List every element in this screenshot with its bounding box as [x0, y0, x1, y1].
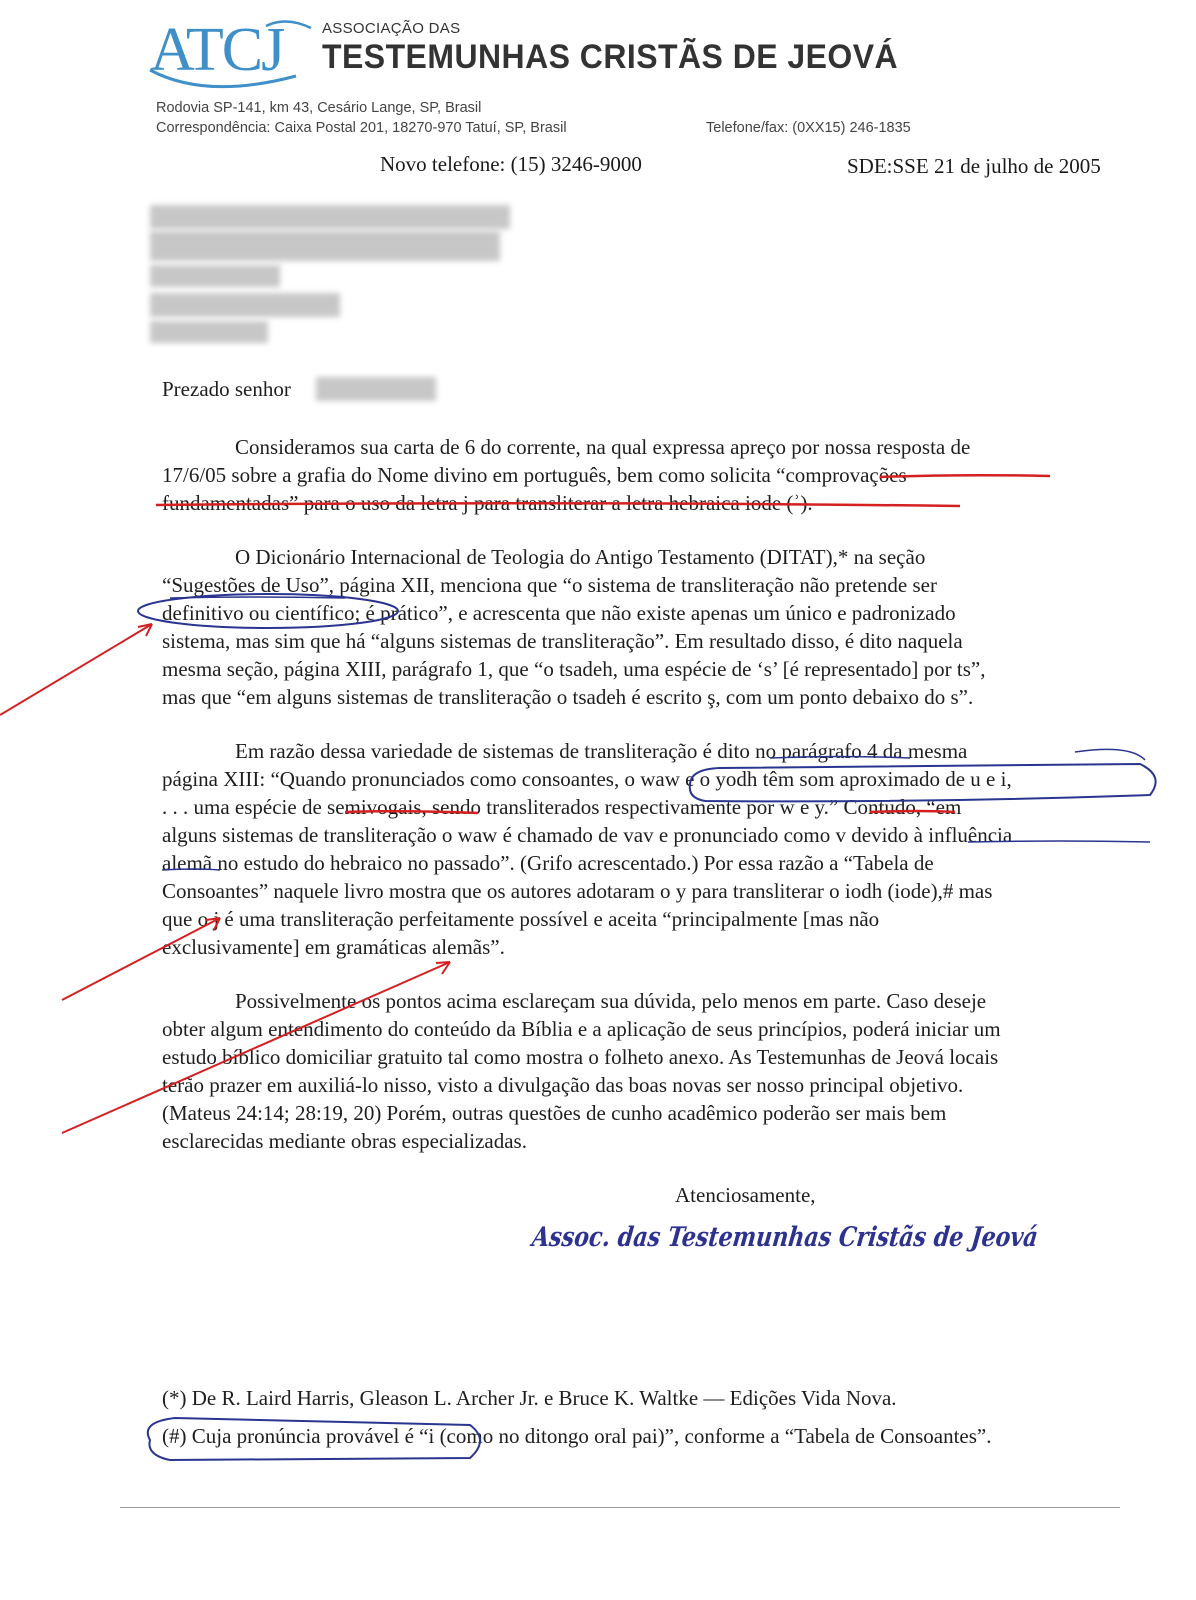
paragraph-line: Possivelmente os pontos acima esclareçam sua dúvida, pelo menos em parte. Caso deseje [235, 989, 987, 1013]
paragraph-line: exclusivamente] em gramáticas alemãs”. [162, 935, 505, 959]
paragraph-line: estudo bíblico domiciliar gratuito tal como mostra o folheto anexo. As Testemunhas de Jeová locais [162, 1045, 999, 1069]
reference-date: SDE:SSE 21 de julho de 2005 [847, 154, 1101, 178]
signature: Assoc. das Testemunhas Cristãs de Jeová [530, 1222, 1040, 1253]
paragraph-line: definitivo ou científico; é prático”, e acrescenta que não existe apenas um único e padronizado [162, 601, 956, 625]
paragraph-line: O Dicionário Internacional de Teologia do Antigo Testamento (DITAT),* na seção [235, 545, 926, 569]
paragraph-line: esclarecidas mediante obras especializadas. [162, 1129, 527, 1153]
paragraph-line: (Mateus 24:14; 28:19, 20) Porém, outras questões de cunho acadêmico poderão ser mais bem [162, 1101, 947, 1125]
redacted-name [316, 377, 436, 401]
address-line-2: Correspondência: Caixa Postal 201, 18270-970 Tatuí, SP, Brasil [156, 120, 567, 136]
paragraph-line: “Sugestões de Uso”, página XII, menciona que “o sistema de transliteração não pretende ser [162, 573, 937, 597]
paragraph-line: Consideramos sua carta de 6 do corrente, na qual expressa apreço por nossa resposta de [235, 435, 971, 459]
paragraph-line: terão prazer em auxiliá-lo nisso, visto a divulgação das boas novas ser nosso principal objetivo. [162, 1073, 964, 1097]
association-label: ASSOCIAÇÃO DAS [322, 20, 461, 37]
footnote-asterisk: (*) De R. Laird Harris, Gleason L. Archer Jr. e Bruce K. Waltke — Edições Vida Nova. [162, 1386, 897, 1410]
paragraph-line: . . . uma espécie de semivogais, sendo transliterados respectivamente por w e y.” Contudo, “em [162, 795, 962, 819]
redacted-recipient [150, 205, 510, 345]
footnote-hash: (#) Cuja pronúncia provável é “i (como no ditongo oral pai)”, conforme a “Tabela de Consoantes”. [162, 1424, 992, 1448]
page-divider [120, 1507, 1120, 1508]
association-name: TESTEMUNHAS CRISTÃS DE JEOVÁ [322, 38, 899, 76]
phone-fax: Telefone/fax: (0XX15) 246-1835 [706, 120, 911, 136]
paragraph-line: mesma seção, página XIII, parágrafo 1, que “o tsadeh, uma espécie de ‘s’ [é representado] por ts”, [162, 657, 986, 681]
paragraph-line: sistema, mas sim que há “alguns sistemas de transliteração”. Em resultado disso, é dito naquela [162, 629, 963, 653]
paragraph-line: página XIII: “Quando pronunciados como consoantes, o waw e o yodh têm som aproximado de u e i, [162, 767, 1012, 791]
paragraph-line: obter algum entendimento do conteúdo da Bíblia e a aplicação de seus princípios, poderá iniciar um [162, 1017, 1001, 1041]
logo-swoosh-icon [146, 18, 326, 92]
address-line-1: Rodovia SP-141, km 43, Cesário Lange, SP, Brasil [156, 100, 482, 116]
paragraph-line: 17/6/05 sobre a grafia do Nome divino em português, bem como solicita “comprovações [162, 463, 907, 487]
new-phone: Novo telefone: (15) 3246-9000 [380, 152, 642, 176]
closing: Atenciosamente, [675, 1183, 816, 1207]
paragraph-line: Em razão dessa variedade de sistemas de transliteração é dito no parágrafo 4 da mesma [235, 739, 968, 763]
salutation: Prezado senhor [162, 377, 291, 401]
red-arrow [0, 624, 152, 715]
paragraph-line: fundamentadas” para o uso da letra j para transliterar a letra hebraica iode (ʾ). [162, 491, 813, 515]
paragraph-line: alemã no estudo do hebraico no passado”. (Grifo acrescentado.) Por essa razão a “Tabela de [162, 851, 934, 875]
paragraph-line: alguns sistemas de transliteração o waw é chamado de vav e pronunciado como v devido à influência [162, 823, 1013, 847]
paragraph-line: mas que “em alguns sistemas de transliteração o tsadeh é escrito ş, com um ponto debaixo do s”. [162, 685, 974, 709]
paragraph-line: que o j é uma transliteração perfeitamente possível e aceita “principalmente [mas não [162, 907, 880, 931]
paragraph-line: Consoantes” naquele livro mostra que os autores adotaram o y para transliterar o iodh (iode),# mas [162, 879, 993, 903]
atcj-logo: ATCJ [150, 16, 284, 84]
